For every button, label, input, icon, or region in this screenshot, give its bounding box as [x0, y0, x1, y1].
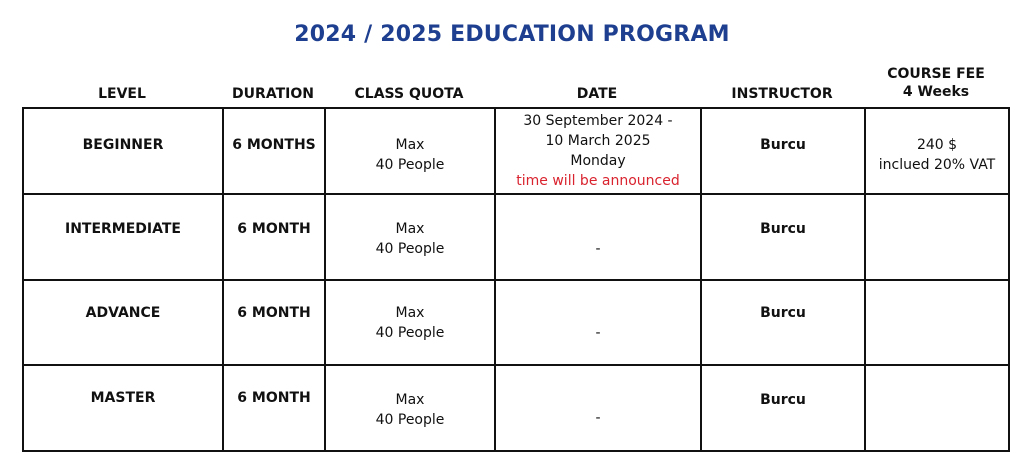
fee-line2: inclued 20% VAT	[878, 157, 996, 173]
instructor-label: Burcu	[760, 305, 806, 321]
date-cell	[495, 365, 701, 451]
date-line1: 30 September 2024 -	[523, 113, 673, 129]
quota-cell	[325, 194, 495, 280]
header-duration: DURATION	[232, 86, 314, 102]
level-label: ADVANCE	[85, 305, 161, 321]
date-placeholder: -	[595, 325, 601, 341]
quota-cell	[325, 365, 495, 451]
date-line3: Monday	[570, 153, 626, 169]
level-cell	[23, 280, 223, 365]
quota-cell	[325, 280, 495, 365]
duration-label: 6 MONTHS	[232, 137, 316, 153]
quota-line2: 40 People	[375, 412, 445, 428]
header-class-quota: CLASS QUOTA	[354, 86, 464, 102]
header-course-fee-line2: 4 Weeks	[902, 84, 970, 100]
duration-label: 6 MONTH	[237, 221, 311, 237]
duration-cell	[223, 108, 325, 194]
level-label: BEGINNER	[82, 137, 164, 153]
duration-label: 6 MONTH	[237, 390, 311, 406]
program-table	[22, 107, 1010, 452]
quota-line2: 40 People	[375, 325, 445, 341]
quota-line1: Max	[395, 137, 425, 153]
fee-cell	[865, 108, 1009, 194]
header-level: LEVEL	[98, 86, 146, 102]
date-cell	[495, 280, 701, 365]
date-cell	[495, 194, 701, 280]
duration-cell	[223, 365, 325, 451]
quota-line1: Max	[395, 392, 425, 408]
table-row	[23, 280, 1009, 365]
level-cell	[23, 365, 223, 451]
fee-cell	[865, 280, 1009, 365]
duration-label: 6 MONTH	[237, 305, 311, 321]
header-date: DATE	[576, 86, 618, 102]
instructor-label: Burcu	[760, 392, 806, 408]
level-label: MASTER	[90, 390, 156, 406]
table-row	[23, 108, 1009, 194]
date-placeholder: -	[595, 241, 601, 257]
date-cell	[495, 108, 701, 194]
quota-line2: 40 People	[375, 157, 445, 173]
date-placeholder: -	[595, 410, 601, 426]
quota-line1: Max	[395, 305, 425, 321]
header-course-fee-line1: COURSE FEE	[887, 66, 985, 82]
table-row	[23, 194, 1009, 280]
level-label: INTERMEDIATE	[64, 221, 181, 237]
level-cell	[23, 194, 223, 280]
duration-cell	[223, 280, 325, 365]
quota-cell	[325, 108, 495, 194]
instructor-label: Burcu	[760, 221, 806, 237]
quota-line1: Max	[395, 221, 425, 237]
duration-cell	[223, 194, 325, 280]
level-cell	[23, 108, 223, 194]
instructor-cell	[701, 280, 865, 365]
instructor-label: Burcu	[760, 137, 806, 153]
date-note: time will be announced	[516, 173, 680, 189]
header-course-fee	[864, 65, 1008, 101]
instructor-cell	[701, 108, 865, 194]
fee-cell	[865, 194, 1009, 280]
table-row	[23, 365, 1009, 451]
header-instructor: INSTRUCTOR	[731, 86, 833, 102]
instructor-cell	[701, 194, 865, 280]
date-line2: 10 March 2025	[545, 133, 651, 149]
fee-cell	[865, 365, 1009, 451]
quota-line2: 40 People	[375, 241, 445, 257]
page-title: 2024 / 2025 EDUCATION PROGRAM	[294, 22, 730, 47]
fee-line1: 240 $	[916, 137, 958, 153]
instructor-cell	[701, 365, 865, 451]
